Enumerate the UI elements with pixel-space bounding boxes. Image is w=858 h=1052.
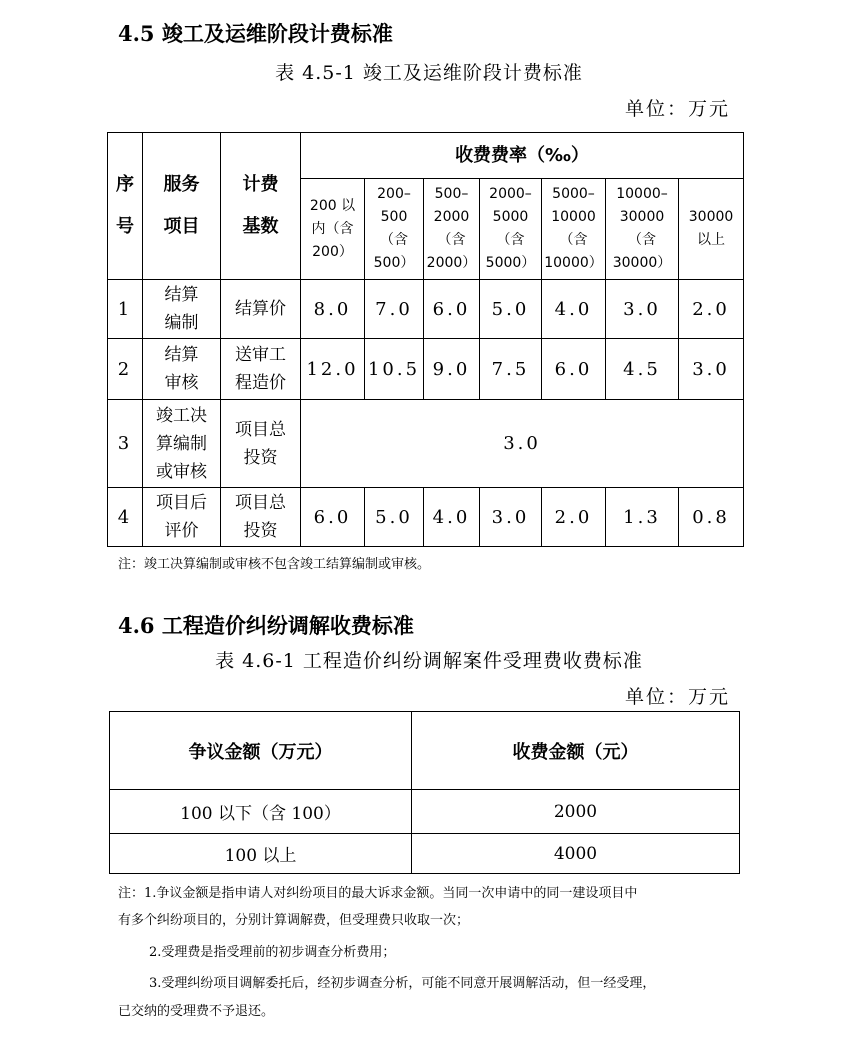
rate-col-line: 2000 bbox=[433, 209, 470, 225]
rate-cell: 3.0 bbox=[606, 280, 679, 339]
row-service-line: 评价 bbox=[164, 521, 199, 541]
rate-col-line: 500– bbox=[434, 186, 469, 202]
row-basis-line: 结算价 bbox=[235, 299, 286, 319]
row-service-line: 项目后 bbox=[156, 493, 207, 513]
rate-col-line: 5000 bbox=[492, 209, 529, 225]
note-line: 3.受理纠纷项目调解委托后，经初步调查分析，可能不同意开展调解活动，但一经受理， bbox=[149, 976, 656, 991]
row-basis-line: 投资 bbox=[243, 521, 278, 541]
table-row bbox=[108, 400, 744, 488]
header-service bbox=[143, 133, 221, 280]
fee-amount-cell: 2000 bbox=[412, 790, 740, 834]
rate-col-line: 30000 bbox=[688, 209, 734, 225]
note-line: 已交纳的受理费不予退还。 bbox=[118, 1004, 275, 1019]
row-basis bbox=[221, 400, 301, 488]
row-seq: 4 bbox=[108, 488, 143, 547]
header-fee-amount: 收费金额（元） bbox=[412, 712, 740, 790]
row-service-line: 结算 bbox=[164, 345, 199, 365]
rate-cell: 2.0 bbox=[542, 488, 606, 547]
row-basis-line: 程造价 bbox=[235, 373, 286, 393]
row-service-line: 审核 bbox=[164, 373, 199, 393]
rate-col-line: （含 bbox=[496, 232, 525, 248]
rate-col-line: 10000 bbox=[551, 209, 596, 225]
rate-cell: 6.0 bbox=[301, 488, 365, 547]
section-4-5-title: 4.5 竣工及运维阶段计费标准 bbox=[118, 21, 393, 46]
fee-amount-cell: 4000 bbox=[412, 834, 740, 874]
header-service-line: 服务 bbox=[163, 174, 200, 195]
rate-cell: 0.8 bbox=[679, 488, 744, 547]
rate-cell: 4.0 bbox=[542, 280, 606, 339]
table-4-5-1 bbox=[107, 132, 744, 547]
rate-col-header bbox=[679, 179, 744, 280]
row-seq: 3 bbox=[108, 400, 143, 488]
rate-col-line: 5000– bbox=[552, 186, 595, 202]
rate-cell: 7.0 bbox=[365, 280, 424, 339]
table-row bbox=[108, 488, 744, 547]
row-service bbox=[143, 339, 221, 400]
row-basis bbox=[221, 339, 301, 400]
rate-cell: 4.5 bbox=[606, 339, 679, 400]
header-dispute-amount: 争议金额（万元） bbox=[110, 712, 412, 790]
table-row bbox=[110, 790, 740, 834]
rate-cell: 7.5 bbox=[480, 339, 542, 400]
rate-col-line: （含 bbox=[628, 232, 656, 248]
table-4-5-1-note: 注：竣工决算编制或审核不包含竣工结算编制或审核。 bbox=[118, 557, 431, 572]
row-service-line: 竣工决 bbox=[156, 405, 207, 426]
rate-col-line: （含 bbox=[437, 232, 466, 248]
rate-cell: 8.0 bbox=[301, 280, 365, 339]
rate-col-header bbox=[606, 179, 679, 280]
row-service-line: 结算 bbox=[164, 285, 199, 305]
row-basis-line: 项目总 bbox=[235, 419, 286, 440]
note-line: 2.受理费是指受理前的初步调查分析费用； bbox=[149, 945, 396, 960]
header-seq bbox=[108, 133, 143, 280]
rate-cell: 3.0 bbox=[679, 339, 744, 400]
row-basis bbox=[221, 488, 301, 547]
rate-col-line: 200– bbox=[377, 186, 411, 202]
row-service bbox=[143, 488, 221, 547]
rate-col-line: 500 bbox=[380, 209, 408, 225]
rate-col-line: 2000） bbox=[426, 255, 477, 271]
rate-col-line: 200 以 bbox=[309, 197, 356, 214]
rate-cell: 3.0 bbox=[480, 488, 542, 547]
table-row bbox=[108, 339, 744, 400]
rate-cell: 2.0 bbox=[679, 280, 744, 339]
row-basis-line: 项目总 bbox=[235, 493, 286, 513]
rate-col-line: 2000– bbox=[489, 186, 532, 202]
rate-col-line: 500） bbox=[373, 255, 415, 271]
dispute-amount-cell: 100 以上 bbox=[110, 834, 412, 874]
rate-col-line: 以上 bbox=[697, 232, 726, 248]
rate-cell: 1.3 bbox=[606, 488, 679, 547]
header-rate-title: 收费费率（‰） bbox=[301, 133, 744, 179]
note-line: 有多个纠纷项目的，分别计算调解费，但受理费只收取一次； bbox=[118, 913, 470, 928]
rate-cell: 10.5 bbox=[365, 339, 424, 400]
rate-cell: 9.0 bbox=[424, 339, 480, 400]
header-seq-line: 号 bbox=[116, 216, 134, 237]
header-basis-line: 基数 bbox=[242, 216, 279, 237]
rate-cell: 12.0 bbox=[301, 339, 365, 400]
row-seq: 2 bbox=[108, 339, 143, 400]
rate-cell: 5.0 bbox=[480, 280, 542, 339]
rate-col-line: 内（含 bbox=[311, 220, 354, 237]
row-basis bbox=[221, 280, 301, 339]
rate-col-header bbox=[365, 179, 424, 280]
table-4-6-1 bbox=[109, 711, 740, 874]
row-service-line: 算编制 bbox=[156, 433, 207, 454]
rate-col-line: （含 bbox=[559, 232, 588, 248]
section-4-6-title: 4.6 工程造价纠纷调解收费标准 bbox=[118, 613, 414, 638]
rate-cell: 6.0 bbox=[424, 280, 480, 339]
merged-rate-cell: 3.0 bbox=[301, 400, 744, 488]
dispute-amount-cell: 100 以下（含 100） bbox=[110, 790, 412, 834]
header-basis bbox=[221, 133, 301, 280]
rate-cell: 4.0 bbox=[424, 488, 480, 547]
header-basis-line: 计费 bbox=[242, 174, 279, 195]
table-4-6-1-unit: 单位：万元 bbox=[624, 686, 730, 708]
rate-col-line: 10000– bbox=[616, 186, 668, 202]
rate-col-header bbox=[542, 179, 606, 280]
rate-col-line: 10000） bbox=[544, 255, 603, 271]
header-service-line: 项目 bbox=[163, 216, 200, 237]
row-seq: 1 bbox=[108, 280, 143, 339]
rate-col-line: 30000 bbox=[619, 209, 665, 225]
rate-col-line: 5000） bbox=[485, 255, 536, 271]
table-4-6-1-caption: 表 4.6-1 工程造价纠纷调解案件受理费收费标准 bbox=[215, 650, 643, 672]
table-4-5-1-caption: 表 4.5-1 竣工及运维阶段计费标准 bbox=[275, 62, 583, 84]
row-service-line: 编制 bbox=[164, 313, 199, 333]
row-basis-line: 投资 bbox=[243, 447, 278, 468]
rate-col-header bbox=[424, 179, 480, 280]
rate-cell: 5.0 bbox=[365, 488, 424, 547]
row-service bbox=[143, 400, 221, 488]
rate-col-line: （含 bbox=[380, 232, 408, 248]
rate-cell: 6.0 bbox=[542, 339, 606, 400]
note-line: 注：1.争议金额是指申请人对纠纷项目的最大诉求金额。当同一次申请中的同一建设项目中 bbox=[118, 886, 638, 901]
rate-col-line: 30000） bbox=[612, 255, 672, 271]
row-basis-line: 送审工 bbox=[235, 345, 286, 365]
row-service-line: 或审核 bbox=[156, 461, 207, 482]
table-4-5-1-unit: 单位：万元 bbox=[624, 98, 730, 120]
rate-col-header bbox=[301, 179, 365, 280]
row-service bbox=[143, 280, 221, 339]
table-row bbox=[110, 834, 740, 874]
rate-col-line: 200） bbox=[312, 243, 353, 260]
table-row bbox=[108, 280, 744, 339]
rate-col-header bbox=[480, 179, 542, 280]
header-seq-line: 序 bbox=[116, 174, 134, 195]
